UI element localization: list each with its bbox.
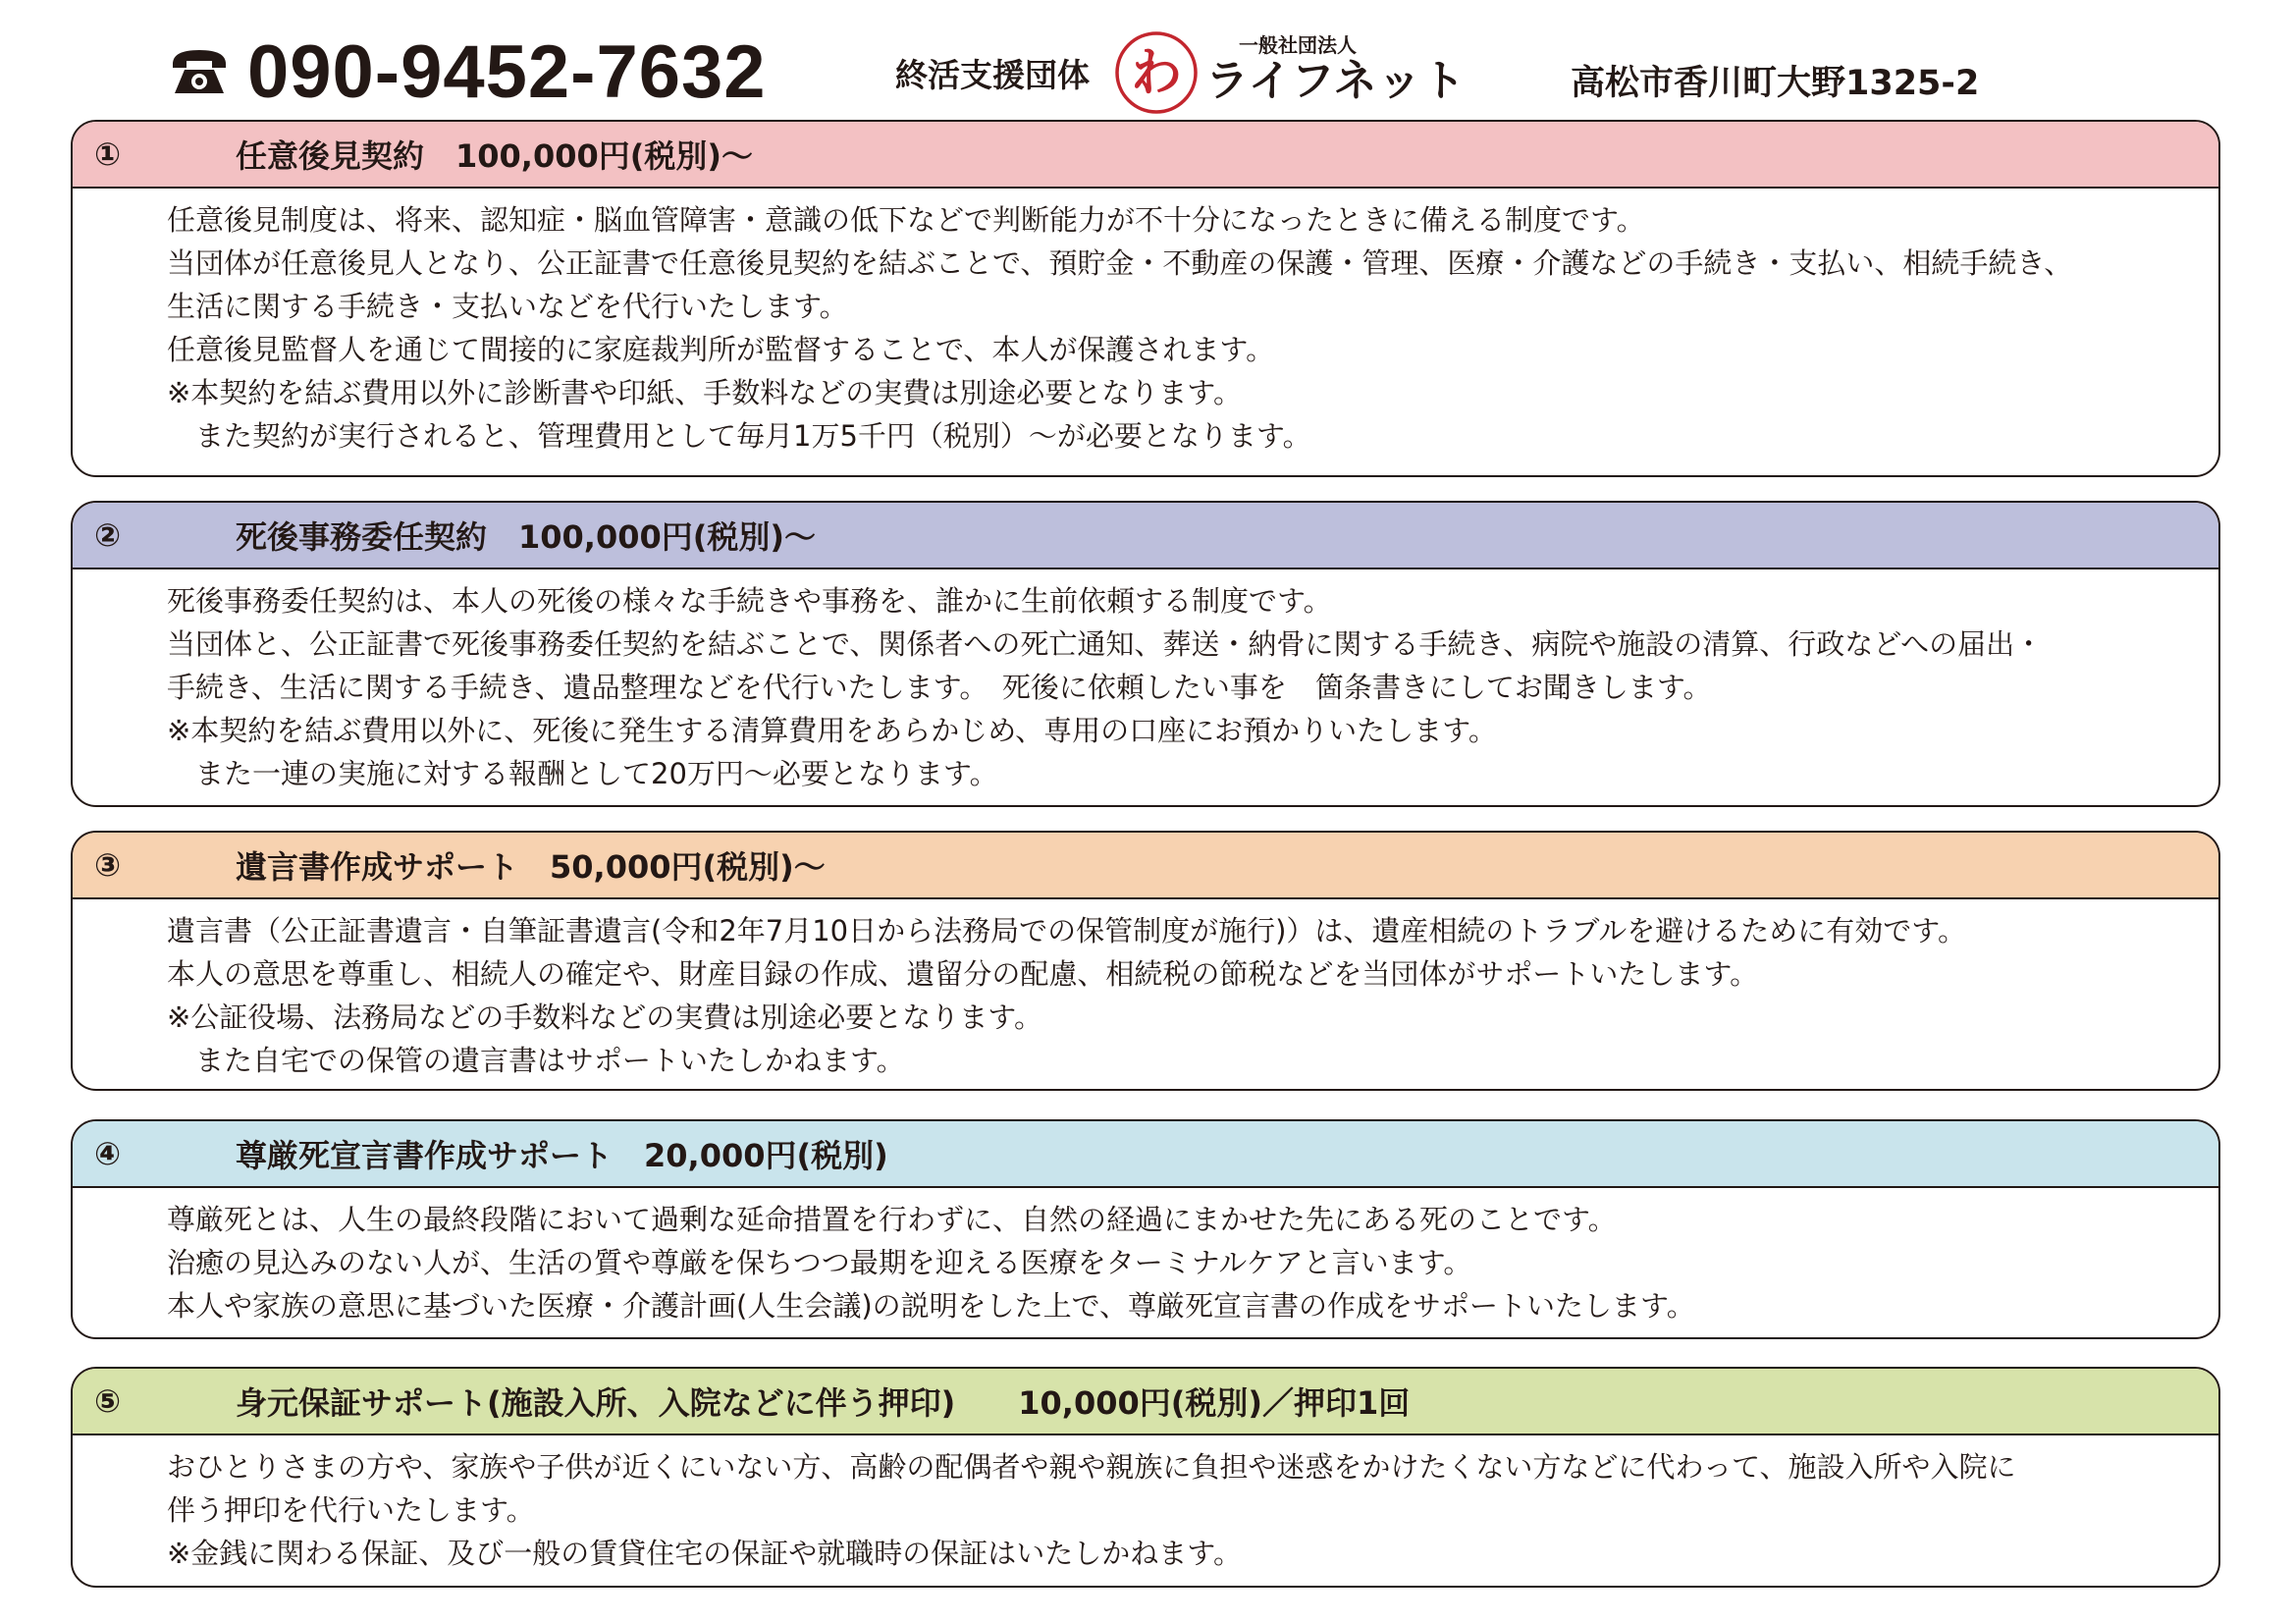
org-prefix: 一般社団法人 — [1239, 33, 1357, 57]
body-line: 手続き、生活に関する手続き、遺品整理などを代行いたします。 死後に依頼したい事を 箇条書きにしてお聞きします。 — [167, 671, 1712, 704]
section-identity-guarantee — [71, 1367, 2220, 1588]
body-line: 尊厳死とは、人生の最終段階において過剰な延命措置を行わずに、自然の経過にまかせた先にある死のことです。 — [167, 1203, 1617, 1236]
section-guardianship-contract — [71, 120, 2220, 477]
section-dignified-death-declaration — [71, 1119, 2220, 1339]
address: 高松市香川町大野1325-2 — [1571, 64, 1980, 103]
section-title: 身元保証サポート(施設入所、入院などに伴う押印) 10,000円(税別)／押印1回 — [236, 1384, 1411, 1422]
body-line: 当団体と、公正証書で死後事務委任契約を結ぶことで、関係者への死亡通知、葬送・納骨に関する手続き、病院や施設の清算、行政などへの届出・ — [167, 627, 2044, 661]
section-number: ⑤ — [94, 1382, 122, 1420]
section-body — [73, 1435, 2218, 1575]
body-line: 本人や家族の意思に基づいた医療・介護計画(人生会議)の説明をした上で、尊厳死宣言書の作成をサポートいたします。 — [167, 1289, 1695, 1323]
body-line: また契約が実行されると、管理費用として毎月1万5千円（税別）〜が必要となります。 — [167, 419, 1311, 453]
section-title: 尊厳死宣言書作成サポート 20,000円(税別) — [236, 1137, 888, 1174]
org-name: ライフネット — [1205, 56, 1467, 106]
section-header — [73, 833, 2218, 899]
section-number: ① — [94, 135, 122, 173]
section-title: 遺言書作成サポート 50,000円(税別)〜 — [236, 848, 826, 886]
section-number: ② — [94, 516, 122, 554]
section-header — [73, 1369, 2218, 1435]
wa-logo-icon — [1111, 29, 1201, 116]
body-line: 本人の意思を尊重し、相続人の確定や、財産目録の作成、遺留分の配慮、相続税の節税などを当団体がサポートいたします。 — [167, 957, 1759, 991]
section-header — [73, 122, 2218, 189]
section-title: 死後事務委任契約 100,000円(税別)〜 — [236, 518, 817, 556]
body-line: また自宅での保管の遺言書はサポートいたしかねます。 — [167, 1044, 905, 1077]
telephone-icon — [169, 44, 230, 101]
body-line: 遺言書（公正証書遺言・自筆証書遺言(令和2年7月10日から法務局での保管制度が施行)）は、遺産相続のトラブルを避けるために有効です。 — [167, 914, 1966, 947]
body-line: 治癒の見込みのない人が、生活の質や尊厳を保ちつつ最期を迎える医療をターミナルケアと言います。 — [167, 1246, 1472, 1279]
body-line: 当団体が任意後見人となり、公正証書で任意後見契約を結ぶことで、預貯金・不動産の保護・管理、医療・介護などの手続き・支払い、相続手続き、 — [167, 246, 2073, 280]
section-will-support — [71, 831, 2220, 1091]
page-header — [0, 0, 2296, 116]
logo-character: わ — [1130, 44, 1183, 103]
section-number: ④ — [94, 1135, 122, 1172]
section-body — [73, 899, 2218, 1082]
body-line: また一連の実施に対する報酬として20万円〜必要となります。 — [167, 757, 998, 790]
body-line: おひとりさまの方や、家族や子供が近くにいない方、高齢の配偶者や親や親族に負担や迷惑をかけたくない方などに代わって、施設入所や入院に — [167, 1450, 2016, 1484]
section-header — [73, 503, 2218, 569]
section-header — [73, 1121, 2218, 1188]
body-line: ※金銭に関わる保証、及び一般の賃貸住宅の保証や就職時の保証はいたしかねます。 — [167, 1537, 1242, 1570]
section-body — [73, 1188, 2218, 1327]
section-number: ③ — [94, 846, 122, 884]
body-line: ※本契約を結ぶ費用以外に診断書や印紙、手数料などの実費は別途必要となります。 — [167, 376, 1242, 409]
body-line: 生活に関する手続き・支払いなどを代行いたします。 — [167, 290, 848, 323]
body-line: 任意後見監督人を通じて間接的に家庭裁判所が監督することで、本人が保護されます。 — [167, 333, 1275, 366]
phone-contact — [169, 30, 767, 114]
section-title: 任意後見契約 100,000円(税別)〜 — [236, 137, 754, 175]
body-line: ※公証役場、法務局などの手数料などの実費は別途必要となります。 — [167, 1001, 1042, 1034]
body-line: 任意後見制度は、将来、認知症・脳血管障害・意識の低下などで判断能力が不十分になったときに備える制度です。 — [167, 203, 1645, 237]
body-line: 伴う押印を代行いたします。 — [167, 1493, 535, 1527]
section-body — [73, 189, 2218, 458]
body-line: ※本契約を結ぶ費用以外に、死後に発生する清算費用をあらかじめ、専用の口座にお預かりいたします。 — [167, 714, 1497, 747]
section-posthumous-affairs-contract — [71, 501, 2220, 807]
phone-number[interactable]: 090-9452-7632 — [247, 30, 767, 114]
body-line: 死後事務委任契約は、本人の死後の様々な手続きや事務を、誰かに生前依頼する制度です。 — [167, 584, 1332, 618]
org-type-label: 終活支援団体 — [895, 56, 1090, 94]
section-body — [73, 569, 2218, 795]
